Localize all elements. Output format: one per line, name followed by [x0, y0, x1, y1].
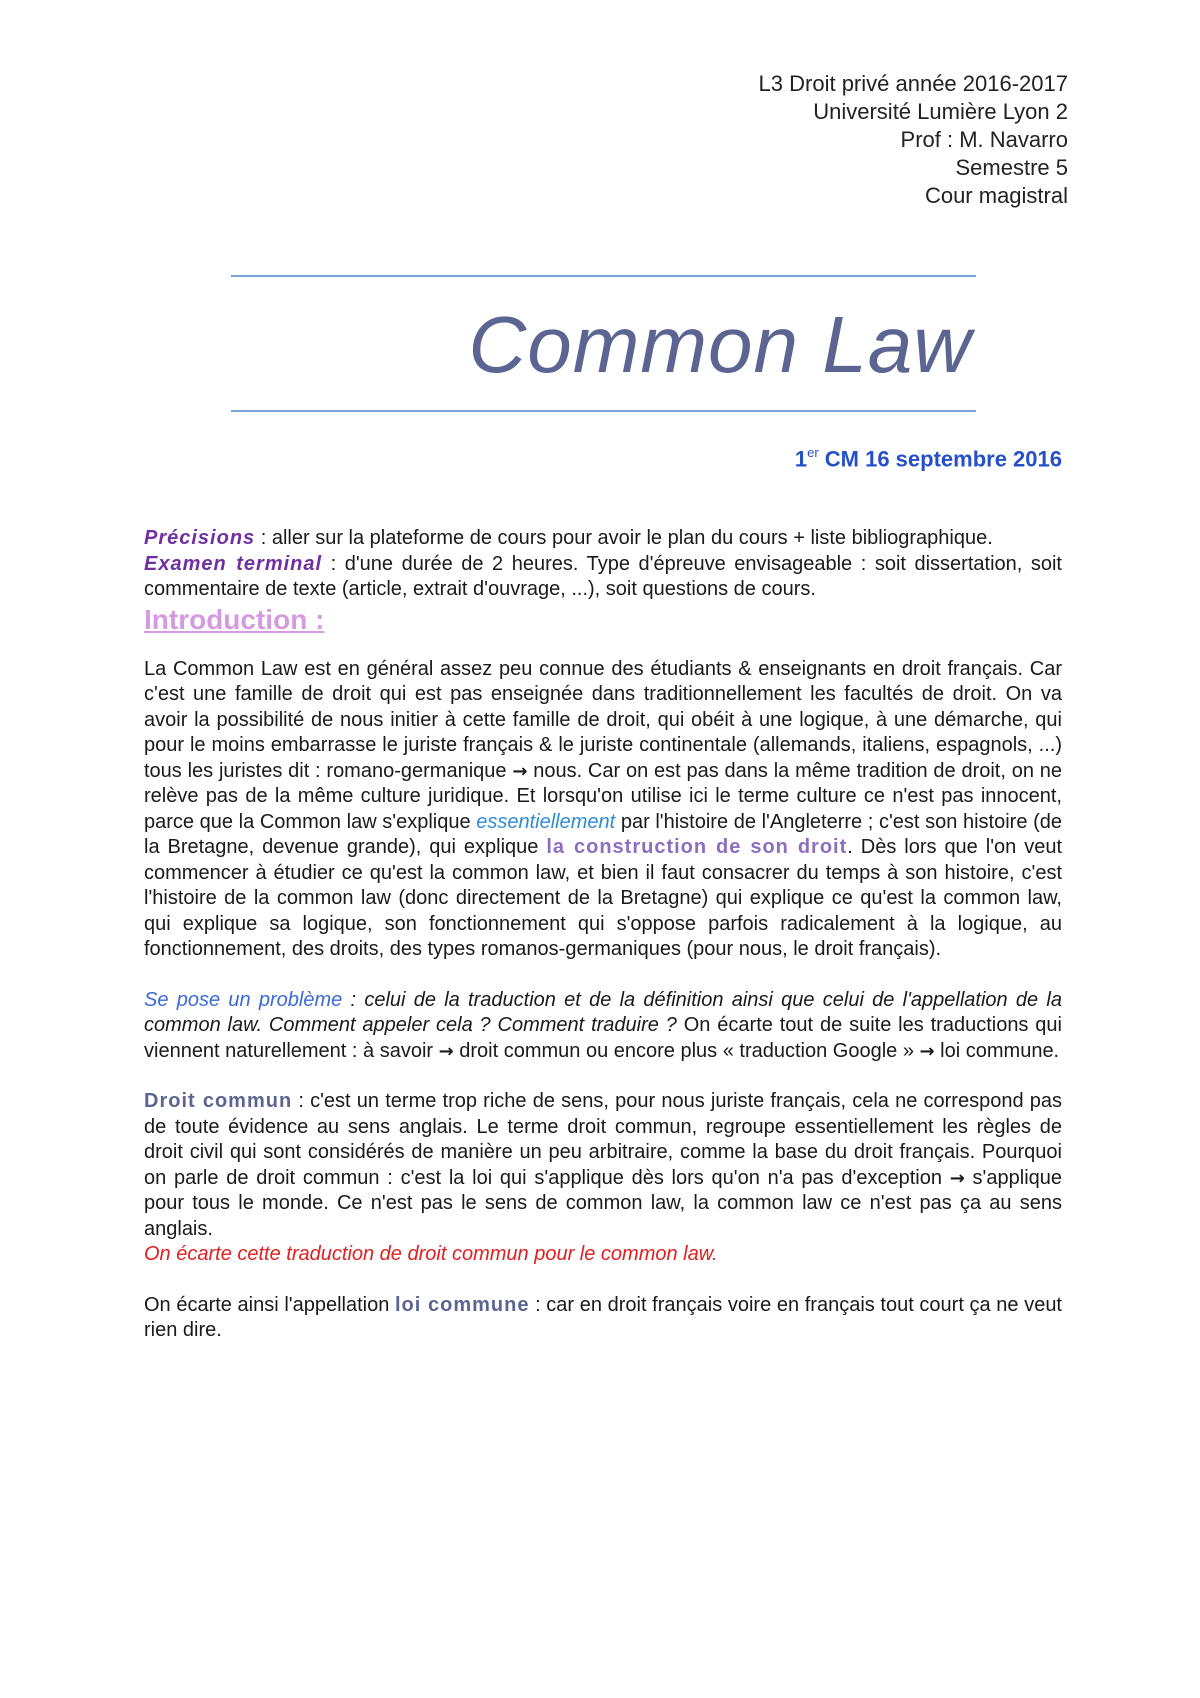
spacer	[144, 963, 1062, 988]
loi-commune-text-1: On écarte ainsi l'appellation	[144, 1293, 395, 1316]
intro-text-4: . Dès lors que l'on veut commencer à étudier ce qu'est la common law, et bien il faut consacrer du temps à son histoire, c'est l'histoire de la common law (donc directement de la Bretagne) qui explique ce qu'est la common law, qui explique sa logique, son fonctionnement qui s'oppose parfois radicalement à la logique, au fonctionnement, des droits, des types romanos-germaniques (pour nous, le droit français).	[144, 836, 1063, 960]
term-loi-commune: loi commune	[395, 1293, 530, 1316]
semester: Semestre 5	[955, 155, 1068, 180]
course-type: Cour magistral	[924, 183, 1068, 208]
intro-text-2: nous. Car on est pas dans la même tradition de droit, on ne relève pas de la même culture juridique. Et lorsqu'on utilise ici le terme culture ce n'est pas innocent, parce que la Common law s'explique	[144, 759, 1062, 833]
session-superscript: er	[807, 445, 819, 460]
session-number: 1	[794, 446, 808, 472]
course-level: L3 Droit privé année 2016-2017	[758, 71, 1068, 96]
document-title: Common Law	[468, 300, 972, 389]
problem-lead: Se pose un problème	[144, 988, 343, 1011]
problem-text-3: loi commune.	[934, 1039, 1060, 1062]
droit-commun-text-1: : c'est un terme trop riche de sens, pour nous juriste français, cela ne correspond pas de toute évidence au sens anglais. Le terme droit commun, regroupe essentiellement les règles de droit civil qui sont considérés de manière un peu arbitraire, comme la base du droit français. Pourquoi on parle de droit commun : c'est la loi qui s'applique dès lors qu'on n'a pas d'exception	[144, 1090, 1062, 1189]
course-header	[759, 70, 1068, 210]
university: Université Lumière Lyon 2	[813, 99, 1068, 124]
precisions-text: : aller sur la plateforme de cours pour avoir le plan du cours + liste bibliographique.	[255, 527, 993, 549]
arrow-right-icon: →	[438, 1040, 454, 1062]
problem-text-1: On écarte tout de suite les traductions qui viennent naturellement : à savoir	[144, 1014, 1062, 1062]
arrow-right-icon: →	[512, 760, 528, 782]
professor: Prof : M. Navarro	[900, 127, 1068, 152]
loi-commune-text-2: : car en droit français voire en français tout court ça ne veut rien dire.	[144, 1293, 1062, 1341]
arrow-right-icon: →	[949, 1167, 965, 1189]
session-date	[795, 446, 1062, 472]
session-date-text: CM 16 septembre 2016	[818, 446, 1062, 472]
problem-paragraph	[144, 988, 1062, 1065]
loi-commune-paragraph	[144, 1293, 1062, 1344]
spacer	[144, 1064, 1062, 1089]
exam-label: Examen terminal	[144, 552, 323, 575]
arrow-right-icon: →	[919, 1040, 935, 1062]
term-droit-commun: Droit commun	[144, 1090, 293, 1112]
exam-paragraph	[144, 552, 1062, 603]
exam-text: : d'une durée de 2 heures. Type d'épreuve envisageable : soit dissertation, soit commentaire de texte (article, extrait d'ouvrage, ...), soit questions de cours.	[144, 552, 1062, 600]
droit-commun-conclusion: On écarte cette traduction de droit commun pour le common law.	[144, 1243, 718, 1265]
problem-italic: : celui de la traduction et de la définition ainsi que celui de l'appellation de la common law. Comment appeler cela ? Comment traduire ?	[144, 988, 1062, 1036]
precisions-label: Précisions	[144, 527, 256, 549]
droit-commun-paragraph	[144, 1089, 1062, 1242]
intro-text-3: par l'histoire de l'Angleterre ; c'est son histoire (de la Bretagne, devenue grande), qui explique	[144, 810, 1062, 858]
spacer	[144, 1268, 1062, 1293]
droit-commun-text-2: s'applique pour tous le monde. Ce n'est pas le sens de common law, la common law ce n'est pas ça au sens anglais.	[144, 1166, 1063, 1240]
emphasis-construction: la construction de son droit	[546, 836, 848, 858]
intro-paragraph	[144, 657, 1062, 963]
precisions-paragraph	[144, 526, 1062, 552]
intro-text-1: La Common Law est en général assez peu connue des étudiants & enseignants en droit français. Car c'est une famille de droit qui est pas enseignée dans traditionnellement les facultés de droit. On va avoir la possibilité de nous initier à cette famille de droit, qui obéit à une logique, à une démarche, qui pour le moins embarrasse le juriste français & le juriste continentale (allemands, italiens, espagnols, ...) tous les juristes dit : romano-germanique	[144, 657, 1062, 782]
title-rule-top	[231, 275, 976, 277]
title-rule-bottom	[231, 410, 976, 412]
introduction-heading: Introduction :	[144, 603, 325, 635]
document-body	[144, 526, 1062, 1344]
problem-text-2: droit commun ou encore plus « traduction Google »	[453, 1039, 920, 1062]
emphasis-essentiellement: essentiellement	[476, 810, 616, 833]
